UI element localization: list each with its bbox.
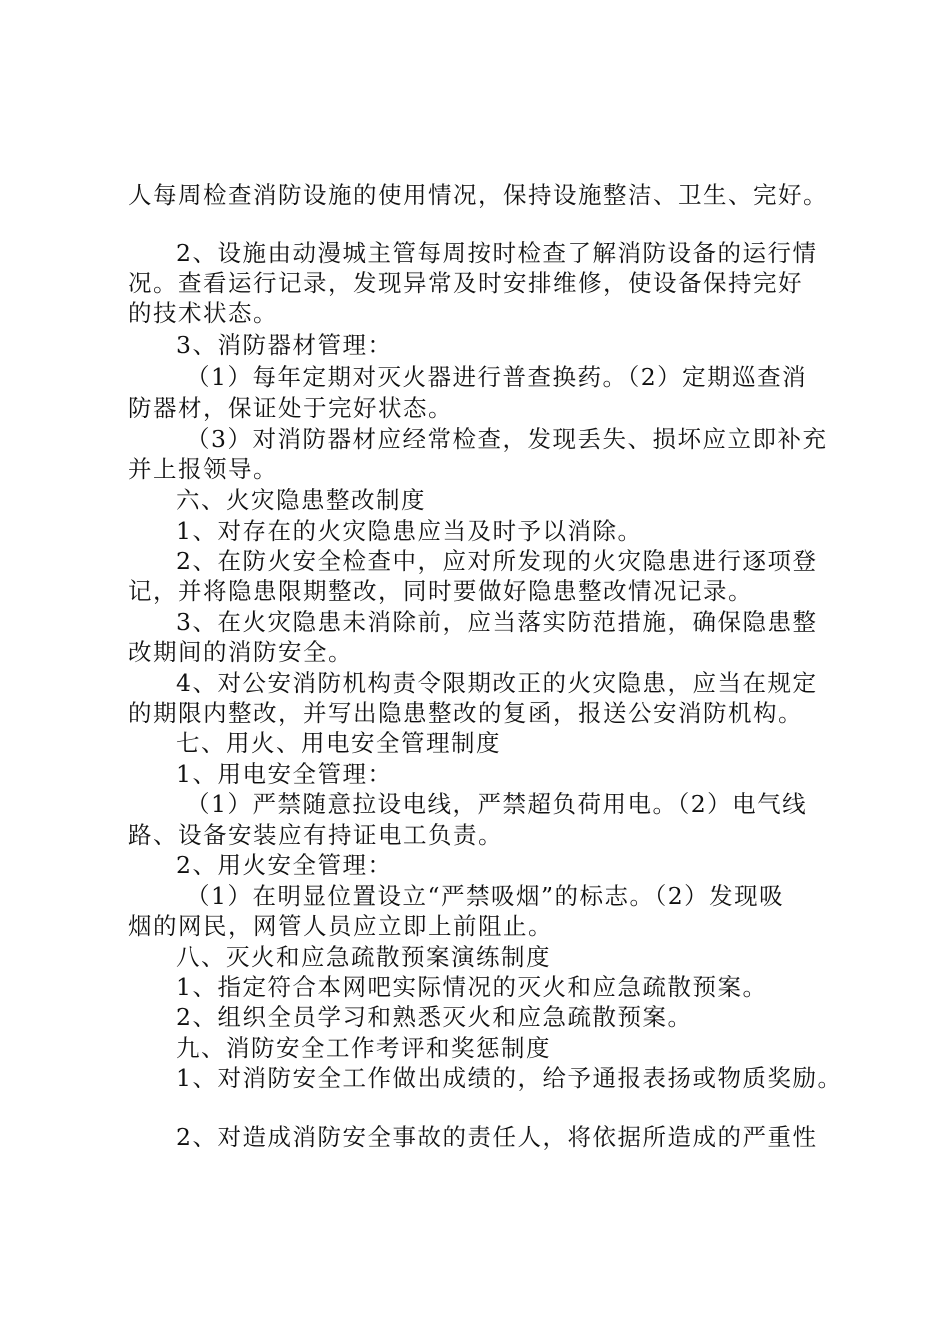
text-line: （1）每年定期对灭火器进行普查换药。（2）定期巡查消: [186, 363, 808, 391]
text-line: 况。查看运行记录，发现异常及时安排维修，使设备保持完好: [128, 269, 803, 297]
text-line: 改期间的消防安全。: [128, 638, 353, 666]
section-heading: 八、灭火和应急疏散预案演练制度: [176, 943, 551, 971]
section-heading: 九、消防安全工作考评和奖惩制度: [176, 1034, 551, 1062]
text-line: 2、对造成消防安全事故的责任人，将依据所造成的严重性: [176, 1123, 818, 1151]
text-line: 1、对消防安全工作做出成绩的，给予通报表扬或物质奖励。: [176, 1064, 843, 1092]
heading-line: 1、用电安全管理：: [176, 760, 393, 788]
text-line: 3、在火灾隐患未消除前，应当落实防范措施，确保隐患整: [176, 608, 818, 636]
text-line: （3）对消防器材应经常检查，发现丢失、损坏应立即补充: [186, 425, 828, 453]
text-line: 路、设备安装应有持证电工负责。: [128, 821, 503, 849]
text-line: 2、在防火安全检查中，应对所发现的火灾隐患进行逐项登: [176, 547, 818, 575]
text-line: 4、对公安消防机构责令限期改正的火灾隐患，应当在规定: [176, 669, 818, 697]
heading-line: 3、消防器材管理：: [176, 331, 393, 359]
section-heading: 六、火灾隐患整改制度: [176, 486, 426, 514]
text-line: 的技术状态。: [128, 299, 278, 327]
text-line: 1、指定符合本网吧实际情况的灭火和应急疏散预案。: [176, 973, 768, 1001]
text-line: 1、对存在的火灾隐患应当及时予以消除。: [176, 517, 643, 545]
text-line: 2、设施由动漫城主管每周按时检查了解消防设备的运行情: [176, 239, 818, 267]
text-line: 防器材，保证处于完好状态。: [128, 394, 453, 422]
text-line: 2、组织全员学习和熟悉灭火和应急疏散预案。: [176, 1003, 693, 1031]
text-line: （1）在明显位置设立“严禁吸烟”的标志。（2）发现吸: [186, 882, 785, 910]
text-line: 烟的网民，网管人员应立即上前阻止。: [128, 912, 553, 940]
text-line: （1）严禁随意拉设电线，严禁超负荷用电。（2）电气线: [186, 790, 808, 818]
heading-line: 2、用火安全管理：: [176, 851, 393, 879]
text-line: 并上报领导。: [128, 455, 278, 483]
text-line: 记，并将隐患限期整改，同时要做好隐患整改情况记录。: [128, 577, 753, 605]
text-line: 人每周检查消防设施的使用情况，保持设施整洁、卫生、完好。: [128, 181, 828, 209]
section-heading: 七、用火、用电安全管理制度: [176, 729, 501, 757]
text-line: 的期限内整改，并写出隐患整改的复函，报送公安消防机构。: [128, 699, 803, 727]
